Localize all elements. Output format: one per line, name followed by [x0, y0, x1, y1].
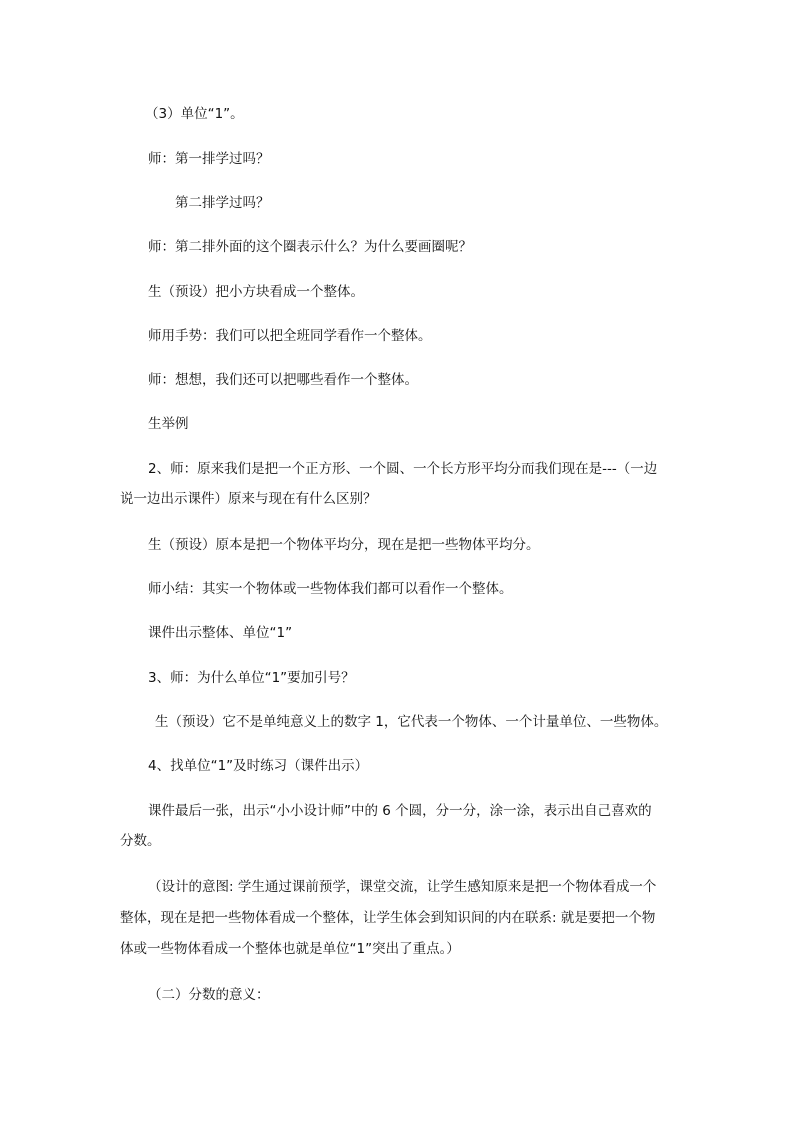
text-line: 生（预设）把小方块看成一个整体。	[148, 284, 364, 300]
text-line: （设计的意图: 学生通过课前预学，课堂交流，让学生感知原来是把一个物体看成一个	[148, 879, 657, 895]
text-line: 师：第一排学过吗？	[148, 151, 270, 167]
text-line: 生（预设）它不是单纯意义上的数字 1，它代表一个物体、一个计量单位、一些物体。	[155, 714, 668, 730]
text-line: 生举例	[148, 416, 189, 432]
text-line: 生（预设）原本是把一个物体平均分，现在是把一些物体平均分。	[148, 537, 540, 553]
text-line: 课件最后一张，出示“小小设计师”中的 6 个圆，分一分，涂一涂，表示出自己喜欢的	[148, 803, 652, 819]
text-line: 4、找单位“1”及时练习（课件出示）	[148, 758, 369, 774]
text-line: 体或一些物体看成一个整体也就是单位“1”突出了重点。）	[120, 941, 460, 957]
text-line: 2、师：原来我们是把一个正方形、一个圆、一个长方形平均分而我们现在是---（一边	[148, 461, 658, 477]
text-line: 分数。	[120, 833, 161, 849]
text-line: 课件出示整体、单位“1”	[148, 625, 293, 641]
text-line: 第二排学过吗？	[175, 195, 270, 211]
text-line: 师用手势：我们可以把全班同学看作一个整体。	[148, 328, 432, 344]
text-line: 师：想想，我们还可以把哪些看作一个整体。	[148, 372, 418, 388]
text-line: 整体，现在是把一些物体看成一个整体，让学生体会到知识间的内在联系: 就是要把一个物	[120, 910, 656, 926]
text-line-heading-fraction-meaning: （二）分数的意义：	[148, 987, 270, 1003]
text-line: 师：第二排外面的这个圈表示什么？为什么要画圈呢？	[148, 239, 472, 255]
text-line: 说一边出示课件）原来与现在有什么区别？	[120, 491, 377, 507]
text-line-heading-unit-one: （3）单位“1”。	[145, 106, 244, 122]
text-line: 3、师：为什么单位“1”要加引号？	[148, 670, 355, 686]
text-line: 师小结：其实一个物体或一些物体我们都可以看作一个整体。	[148, 581, 513, 597]
